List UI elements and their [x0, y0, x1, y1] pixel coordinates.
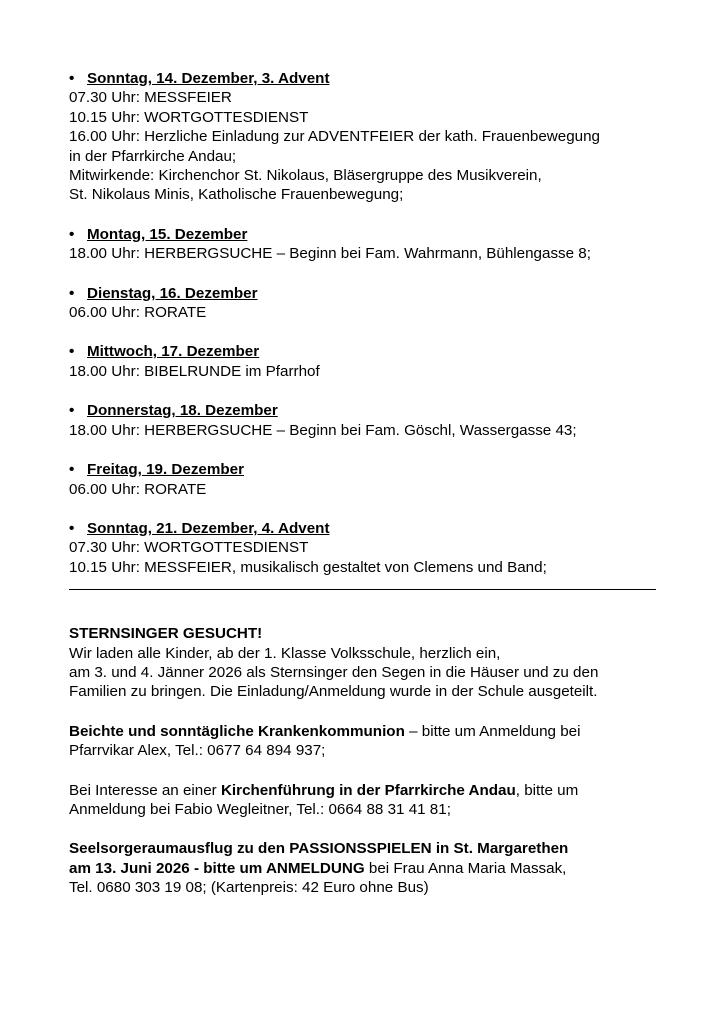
- schedule-line: 07.30 Uhr: MESSFEIER: [69, 89, 232, 107]
- schedule-day: [69, 342, 699, 381]
- schedule-day: [69, 519, 699, 577]
- day-heading: [69, 342, 699, 361]
- day-heading: [69, 225, 699, 244]
- schedule-day: [69, 69, 699, 205]
- beichte-contact: Pfarrvikar Alex, Tel.: 0677 64 894 937;: [69, 742, 326, 760]
- day-title: Sonntag, 21. Dezember, 4. Advent: [87, 519, 330, 537]
- day-heading: [69, 284, 699, 303]
- ausflug-contact: Tel. 0680 303 19 08; (Kartenpreis: 42 Euro ohne Bus): [69, 879, 429, 897]
- schedule-line: 06.00 Uhr: RORATE: [69, 304, 207, 322]
- kirchenfuehrung-line: [69, 781, 699, 800]
- day-title: Dienstag, 16. Dezember: [87, 284, 258, 302]
- schedule-day: [69, 284, 699, 323]
- bullet-icon: •: [69, 70, 75, 87]
- day-heading: [69, 519, 699, 538]
- bullet-icon: •: [69, 519, 75, 537]
- schedule-line: 16.00 Uhr: Herzliche Einladung zur ADVENTFEIER der kath. Frauenbewegung: [69, 128, 600, 146]
- beichte-line: [69, 722, 699, 741]
- ausflug-line: [69, 859, 699, 878]
- schedule-line: 18.00 Uhr: HERBERGSUCHE – Beginn bei Fam. Wahrmann, Bühlengasse 8;: [69, 245, 591, 263]
- schedule-line: St. Nikolaus Minis, Katholische Frauenbewegung;: [69, 186, 404, 204]
- beichte-section: [69, 722, 699, 761]
- ausflug-rest: bei Frau Anna Maria Massak,: [364, 859, 567, 877]
- day-heading: [69, 460, 699, 479]
- bullet-icon: •: [69, 461, 75, 479]
- kirchenfuehrung-bold: Kirchenführung in der Pfarrkirche Andau: [220, 781, 516, 799]
- kirchenfuehrung-pre: Bei Interesse an einer: [69, 781, 221, 799]
- beichte-bold: Beichte und sonntägliche Krankenkommunion: [69, 722, 405, 740]
- day-title: Freitag, 19. Dezember: [87, 461, 244, 479]
- sternsinger-section: [69, 624, 699, 702]
- day-heading: [69, 401, 699, 420]
- day-title: Mittwoch, 17. Dezember: [87, 343, 260, 361]
- ausflug-heading: Seelsorgeraumausflug zu den PASSIONSSPIELEN in St. Margarethen: [69, 840, 569, 858]
- schedule-line: 18.00 Uhr: BIBELRUNDE im Pfarrhof: [69, 362, 320, 380]
- kirchenfuehrung-contact: Anmeldung bei Fabio Wegleitner, Tel.: 0664 88 31 41 81;: [69, 800, 451, 818]
- bullet-icon: •: [69, 343, 75, 361]
- day-title: Donnerstag, 18. Dezember: [87, 402, 278, 420]
- sternsinger-line: Wir laden alle Kinder, ab der 1. Klasse Volksschule, herzlich ein,: [69, 644, 501, 662]
- document-page: [69, 69, 699, 898]
- schedule-line: 18.00 Uhr: HERBERGSUCHE – Beginn bei Fam. Göschl, Wassergasse 43;: [69, 421, 577, 439]
- sternsinger-heading: STERNSINGER GESUCHT!: [69, 625, 263, 643]
- bullet-icon: •: [69, 225, 75, 243]
- sternsinger-line: Familien zu bringen. Die Einladung/Anmeldung wurde in der Schule ausgeteilt.: [69, 683, 598, 701]
- bullet-icon: •: [69, 284, 75, 302]
- bullet-icon: •: [69, 402, 75, 420]
- schedule-line: 10.15 Uhr: WORTGOTTESDIENST: [69, 108, 309, 126]
- schedule-line: Mitwirkende: Kirchenchor St. Nikolaus, Bläsergruppe des Musikverein,: [69, 167, 542, 185]
- ausflug-bold: am 13. Juni 2026 - bitte um ANMELDUNG: [69, 859, 365, 877]
- day-title: Sonntag, 14. Dezember, 3. Advent: [87, 70, 330, 87]
- day-heading: [69, 69, 699, 88]
- schedule-line: 07.30 Uhr: WORTGOTTESDIENST: [69, 539, 309, 557]
- schedule-line: in der Pfarrkirche Andau;: [69, 147, 237, 165]
- schedule-day: [69, 401, 699, 440]
- schedule-line: 10.15 Uhr: MESSFEIER, musikalisch gestaltet von Clemens und Band;: [69, 558, 547, 576]
- kirchenfuehrung-post: , bitte um: [515, 781, 579, 799]
- schedule-day: [69, 225, 699, 264]
- beichte-rest: – bitte um Anmeldung bei: [404, 722, 581, 740]
- day-title: Montag, 15. Dezember: [87, 225, 248, 243]
- schedule-line: 06.00 Uhr: RORATE: [69, 480, 207, 498]
- schedule-day: [69, 460, 699, 499]
- ausflug-section: [69, 839, 699, 897]
- kirchenfuehrung-section: [69, 781, 699, 820]
- sternsinger-line: am 3. und 4. Jänner 2026 als Sternsinger den Segen in die Häuser und zu den: [69, 663, 599, 681]
